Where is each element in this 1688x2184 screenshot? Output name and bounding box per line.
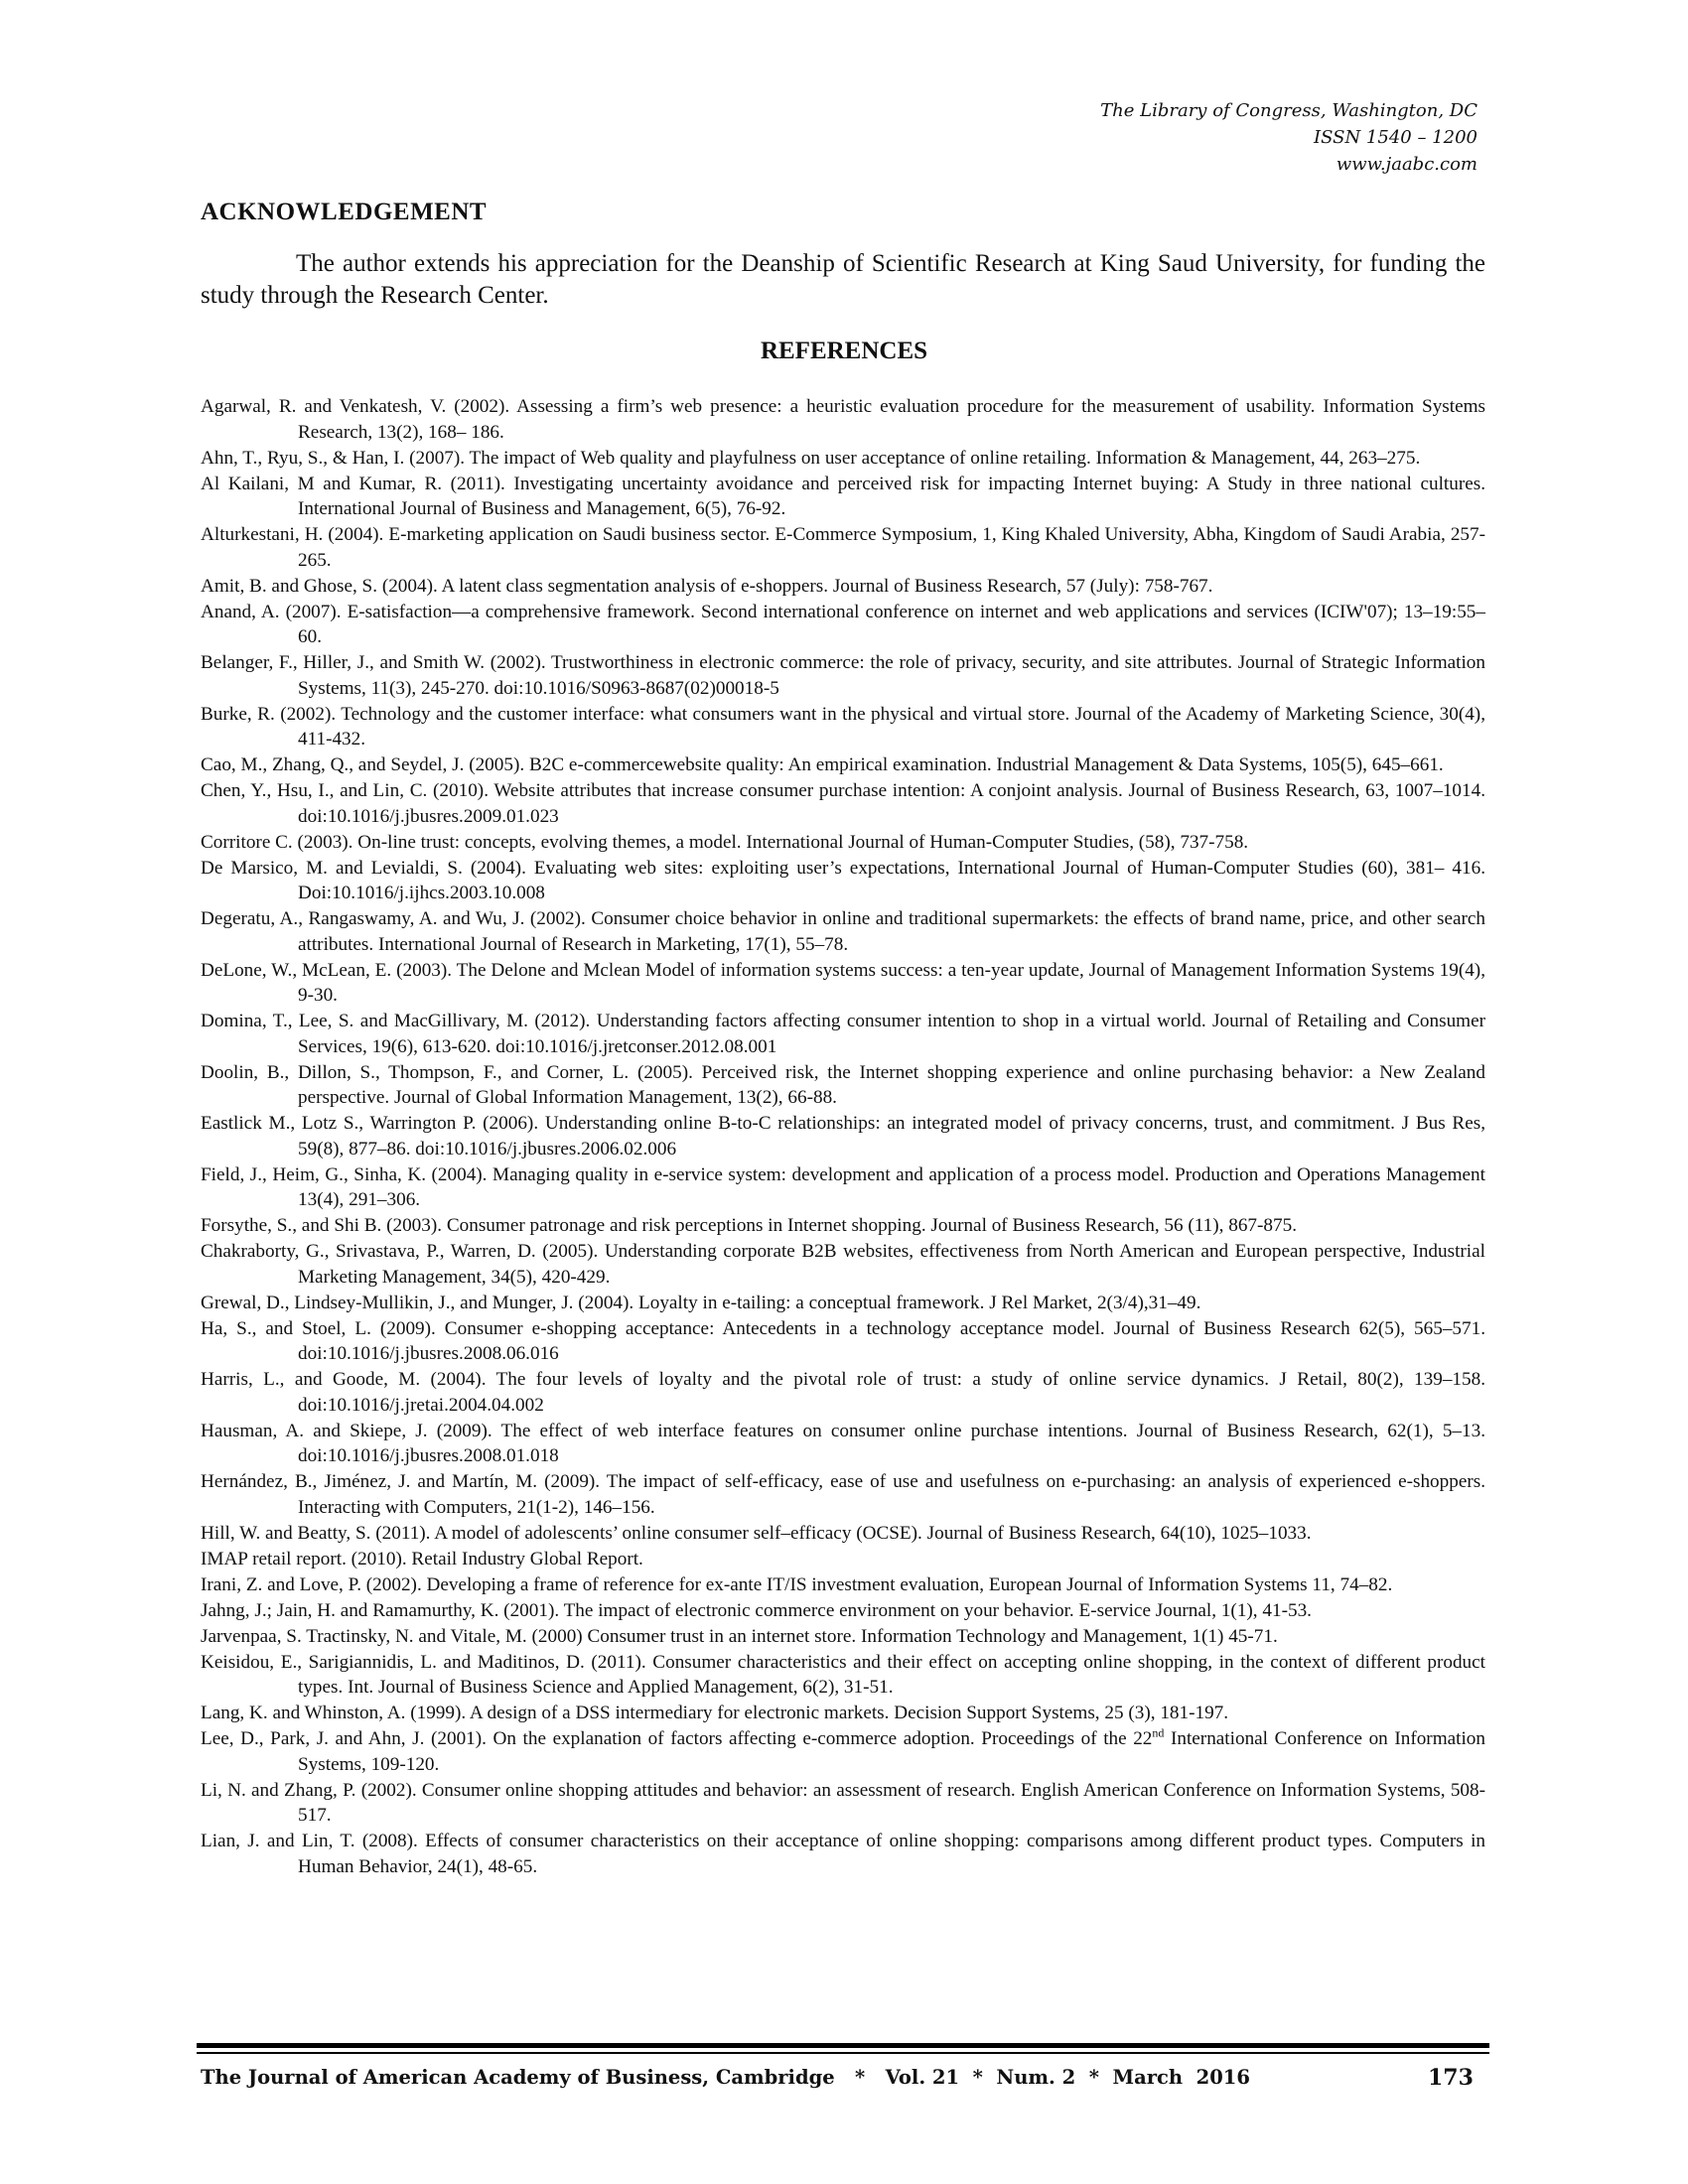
running-header <box>1100 97 1477 178</box>
reference-item <box>201 1726 1485 1777</box>
reference-item: Domina, T., Lee, S. and MacGillivary, M. (2012). Understanding factors affecting consumer intention to shop in a virtual world. Journal of Retailing and Consumer Services, 19(6), 613-620. doi:10.1016/j.jretconser.2012.08.001 <box>201 1011 1485 1057</box>
ordinal-superscript: nd <box>1152 1725 1165 1740</box>
acknowledgement-body: The author extends his appreciation for the Deanship of Scientific Research at King Saud University, for funding the study through the Research Center. <box>201 250 1485 309</box>
reference-item: Jarvenpaa, S. Tractinsky, N. and Vitale, M. (2000) Consumer trust in an internet store. Information Technology and Management, 1(1) 45-71. <box>201 1625 1278 1647</box>
reference-item: Hernández, B., Jiménez, J. and Martín, M. (2009). The impact of self-efficacy, ease of use and usefulness on e-purchasing: an analysis of experienced e-shoppers. Interacting with Computers, 21(1-2), 146–156. <box>201 1471 1485 1518</box>
reference-item: Keisidou, E., Sarigiannidis, L. and Maditinos, D. (2011). Consumer characteristics and their effect on accepting online shopping, in the context of different product types. Int. Journal of Business Science and Applied Management, 6(2), 31-51. <box>201 1651 1485 1698</box>
reference-item: Lian, J. and Lin, T. (2008). Effects of consumer characteristics on their acceptance of online shopping: comparisons among different product types. Computers in Human Behavior, 24(1), 48-65. <box>201 1831 1485 1877</box>
reference-item: Lang, K. and Whinston, A. (1999). A design of a DSS intermediary for electronic markets. Decision Support Systems, 25 (3), 181-197. <box>201 1703 1229 1723</box>
reference-item: IMAP retail report. (2010). Retail Industry Global Report. <box>201 1548 643 1570</box>
acknowledgement-heading: ACKNOWLEDGEMENT <box>201 199 488 225</box>
reference-item: Degeratu, A., Rangaswamy, A. and Wu, J. (2002). Consumer choice behavior in online and traditional supermarkets: the effects of brand name, price, and other search attributes. International Journal of Research in Marketing, 17(1), 55–78. <box>201 908 1485 955</box>
reference-item: Doolin, B., Dillon, S., Thompson, F., and Corner, L. (2005). Perceived risk, the Internet shopping experience and online purchasing behavior: a New Zealand perspective. Journal of Global Information Management, 13(2), 66-88. <box>201 1061 1485 1108</box>
reference-item: DeLone, W., McLean, E. (2003). The Delone and Mclean Model of information systems success: a ten-year update, Journal of Management Information Systems 19(4), 9-30. <box>201 959 1485 1006</box>
reference-item: Anand, A. (2007). E-satisfaction—a comprehensive framework. Second international conference on internet and web applications and services (ICIW'07); 13–19:55–60. <box>201 601 1485 647</box>
reference-item: Amit, B. and Ghose, S. (2004). A latent class segmentation analysis of e-shoppers. Journal of Business Research, 57 (July): 758-767. <box>201 575 1213 597</box>
reference-item: Agarwal, R. and Venkatesh, V. (2002). Assessing a firm’s web presence: a heuristic evaluation procedure for the measurement of usability. Information Systems Research, 13(2), 168– 186. <box>201 396 1485 443</box>
reference-item: Field, J., Heim, G., Sinha, K. (2004). Managing quality in e-service system: development and application of a process model. Production and Operations Management 13(4), 291–306. <box>201 1163 1485 1210</box>
reference-item: Li, N. and Zhang, P. (2002). Consumer online shopping attitudes and behavior: an assessment of research. English American Conference on Information Systems, 508-517. <box>201 1779 1485 1826</box>
reference-item: Grewal, D., Lindsey-Mullikin, J., and Munger, J. (2004). Loyalty in e-tailing: a conceptual framework. J Rel Market, 2(3/4),31–49. <box>201 1292 1201 1313</box>
reference-item: Cao, M., Zhang, Q., and Seydel, J. (2005). B2C e-commercewebsite quality: An empirical examination. Industrial Management & Data Systems, 105(5), 645–661. <box>201 754 1444 775</box>
reference-item: Chakraborty, G., Srivastava, P., Warren, D. (2005). Understanding corporate B2B websites, effectiveness from North American and European perspective, Industrial Marketing Management, 34(5), 420-429. <box>201 1241 1485 1288</box>
header-issn: ISSN 1540 – 1200 <box>1314 127 1477 148</box>
reference-item: Eastlick M., Lotz S., Warrington P. (2006). Understanding online B-to-C relationships: an integrated model of privacy concerns, trust, and commitment. J Bus Res, 59(8), 877–86. doi:10.1016/j.jbusres.2006.02.006 <box>201 1113 1485 1160</box>
reference-item: Jahng, J.; Jain, H. and Ramamurthy, K. (2001). The impact of electronic commerce environment on your behavior. E-service Journal, 1(1), 41-53. <box>201 1599 1312 1621</box>
reference-item: Ha, S., and Stoel, L. (2009). Consumer e-shopping acceptance: Antecedents in a technology acceptance model. Journal of Business Research 62(5), 565–571. doi:10.1016/j.jbusres.2008.06.016 <box>201 1317 1485 1364</box>
footer-rule-thin <box>197 2052 1489 2054</box>
reference-item: Al Kailani, M and Kumar, R. (2011). Investigating uncertainty avoidance and perceived risk for impacting Internet buying: A Study in three national cultures. International Journal of Business and Management, 6(5), 76-92. <box>201 473 1485 519</box>
reference-item: Alturkestani, H. (2004). E-marketing application on Saudi business sector. E-Commerce Symposium, 1, King Khaled University, Abha, Kingdom of Saudi Arabia, 257-265. <box>201 524 1485 571</box>
reference-item: Corritore C. (2003). On-line trust: concepts, evolving themes, a model. International Journal of Human-Computer Studies, (58), 737-758. <box>201 831 1249 853</box>
reference-item: Harris, L., and Goode, M. (2004). The four levels of loyalty and the pivotal role of trust: a study of online service dynamics. J Retail, 80(2), 139–158. doi:10.1016/j.jretai.2004.04.002 <box>201 1369 1485 1416</box>
page-number: 173 <box>1428 2065 1474 2091</box>
reference-item: Forsythe, S., and Shi B. (2003). Consumer patronage and risk perceptions in Internet shopping. Journal of Business Research, 56 (11), 867-875. <box>201 1215 1297 1236</box>
header-website: www.jaabc.com <box>1336 154 1477 175</box>
reference-item: Hausman, A. and Skiepe, J. (2009). The effect of web interface features on consumer online purchase intentions. Journal of Business Research, 62(1), 5–13. doi:10.1016/j.jbusres.2008.01.018 <box>201 1420 1485 1466</box>
reference-list <box>201 394 1485 1880</box>
reference-text: International Conference on Information Systems, 109-120. <box>298 1728 1485 1775</box>
footer-rule-thick <box>197 2043 1489 2048</box>
reference-item: Burke, R. (2002). Technology and the customer interface: what consumers want in the physical and virtual store. Journal of the Academy of Marketing Science, 30(4), 411-432. <box>201 703 1485 750</box>
reference-item: De Marsico, M. and Levialdi, S. (2004). Evaluating web sites: exploiting user’s expectations, International Journal of Human-Computer Studies (60), 381– 416. Doi:10.1016/j.ijhcs.2003.10.008 <box>201 857 1485 903</box>
reference-item: Belanger, F., Hiller, J., and Smith W. (2002). Trustworthiness in electronic commerce: the role of privacy, security, and site attributes. Journal of Strategic Information Systems, 11(3), 245-270. doi:10.1016/S0963-8687(02)00018-5 <box>201 652 1485 699</box>
references-heading: REFERENCES <box>760 338 928 364</box>
reference-item: Irani, Z. and Love, P. (2002). Developing a frame of reference for ex-ante IT/IS investment evaluation, European Journal of Information Systems 11, 74–82. <box>201 1573 1393 1595</box>
reference-item: Chen, Y., Hsu, I., and Lin, C. (2010). Website attributes that increase consumer purchase intention: A conjoint analysis. Journal of Business Research, 63, 1007–1014. doi:10.1016/j.jbusres.2009.01.023 <box>201 780 1485 827</box>
reference-item: Hill, W. and Beatty, S. (2011). A model of adolescents’ online consumer self–efficacy (OCSE). Journal of Business Research, 64(10), 1025–1033. <box>201 1522 1312 1544</box>
header-library: The Library of Congress, Washington, DC <box>1100 100 1477 121</box>
reference-item: Ahn, T., Ryu, S., & Han, I. (2007). The impact of Web quality and playfulness on user acceptance of online retailing. Information & Management, 44, 263–275. <box>201 447 1421 469</box>
reference-text: Lee, D., Park, J. and Ahn, J. (2001). On the explanation of factors affecting e-commerce adoption. Proceedings of the 22 <box>201 1728 1153 1749</box>
journal-footer: The Journal of American Academy of Business, Cambridge * Vol. 21 * Num. 2 * March 2016 <box>201 2066 1250 2089</box>
